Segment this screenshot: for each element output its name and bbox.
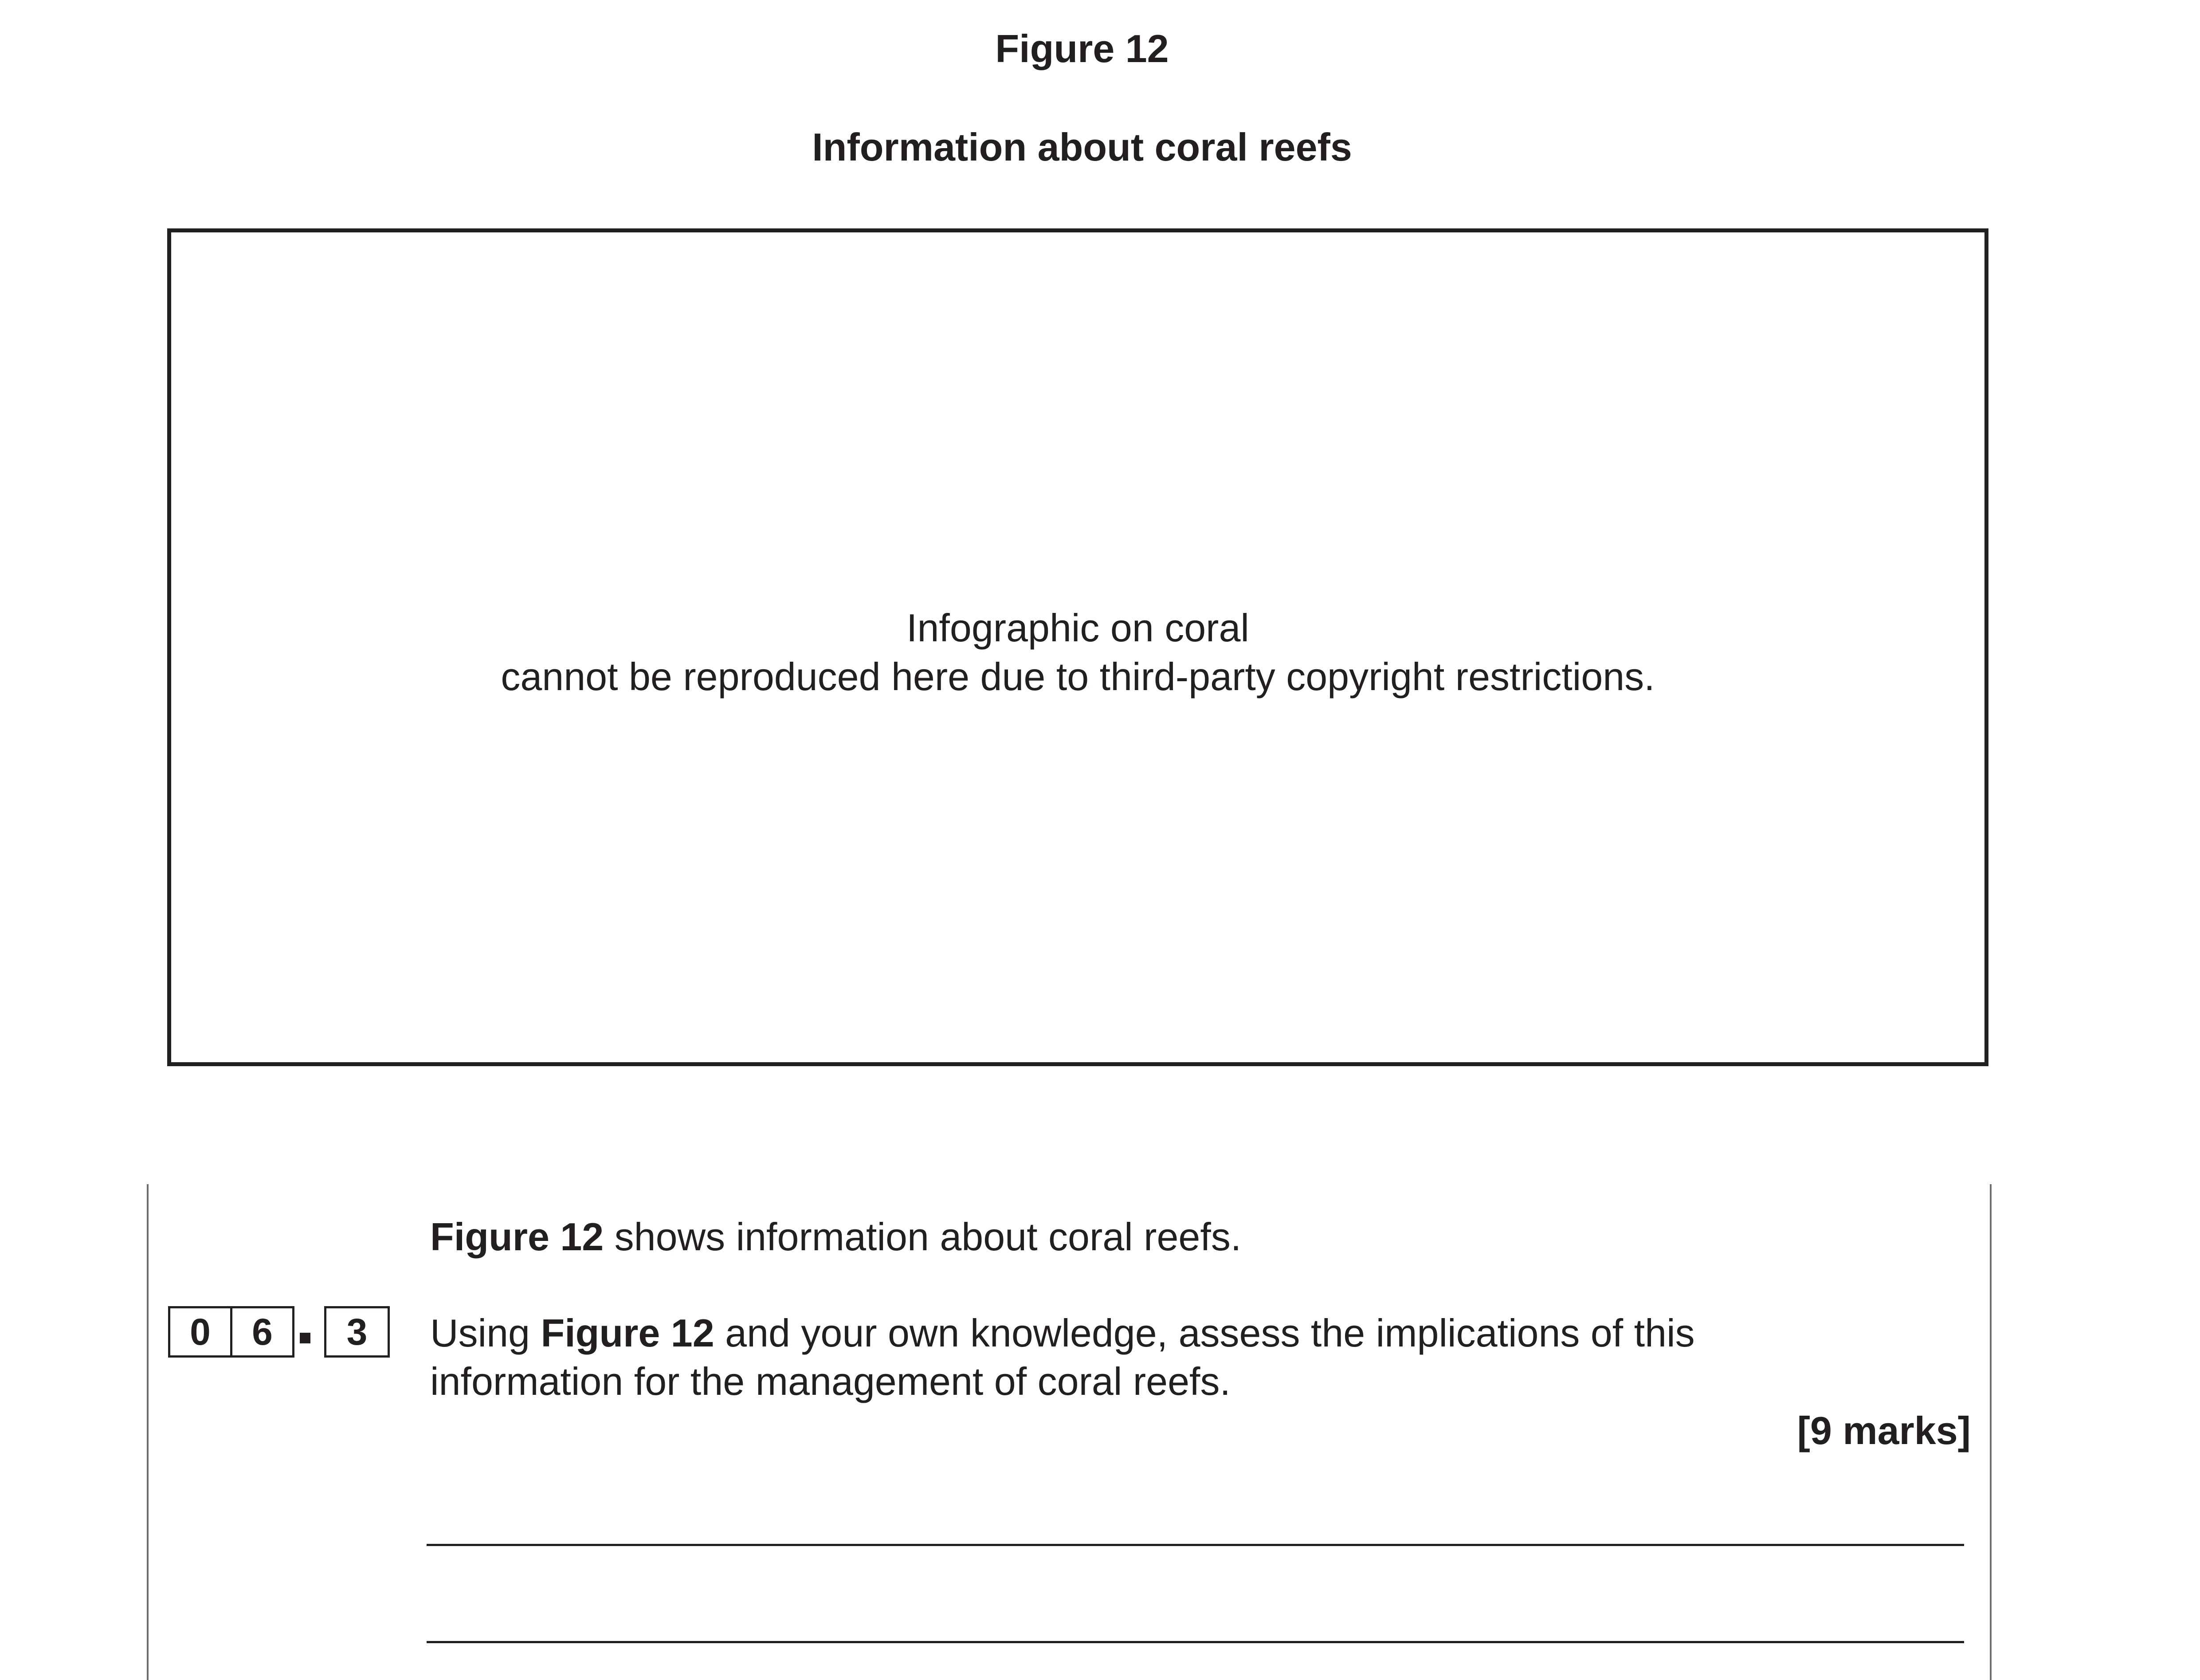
question-number-dot [300, 1333, 310, 1343]
placeholder-text-line-1: Infographic on coral [906, 606, 1249, 650]
intro-figure-ref: Figure 12 [430, 1215, 604, 1259]
question-prefix: Using [430, 1311, 541, 1355]
question-text-line-1 [430, 1311, 1695, 1355]
question-text-line-2: information for the management of coral reefs. [430, 1359, 1231, 1403]
figure-title: Information about coral reefs [812, 125, 1352, 169]
left-margin-line [147, 1184, 149, 1680]
marks-label: [9 marks] [1797, 1409, 1971, 1452]
intro-text [430, 1215, 1242, 1259]
question-number-box-0: 0 [168, 1306, 232, 1358]
placeholder-text-line-2: cannot be reproduced here due to third-party copyright restrictions. [501, 655, 1655, 699]
question-number-box-2: 3 [324, 1306, 390, 1358]
answer-line[interactable] [427, 1544, 1964, 1546]
question-number-box-1: 6 [230, 1306, 294, 1358]
question-figure-ref: Figure 12 [541, 1311, 714, 1355]
question-suffix: and your own knowledge, assess the implications of this [714, 1311, 1695, 1355]
intro-text-body: shows information about coral reefs. [604, 1215, 1242, 1259]
figure-placeholder-box [167, 228, 1988, 1066]
right-margin-line [1990, 1184, 1992, 1680]
figure-number: Figure 12 [995, 27, 1169, 71]
answer-line[interactable] [427, 1641, 1964, 1643]
